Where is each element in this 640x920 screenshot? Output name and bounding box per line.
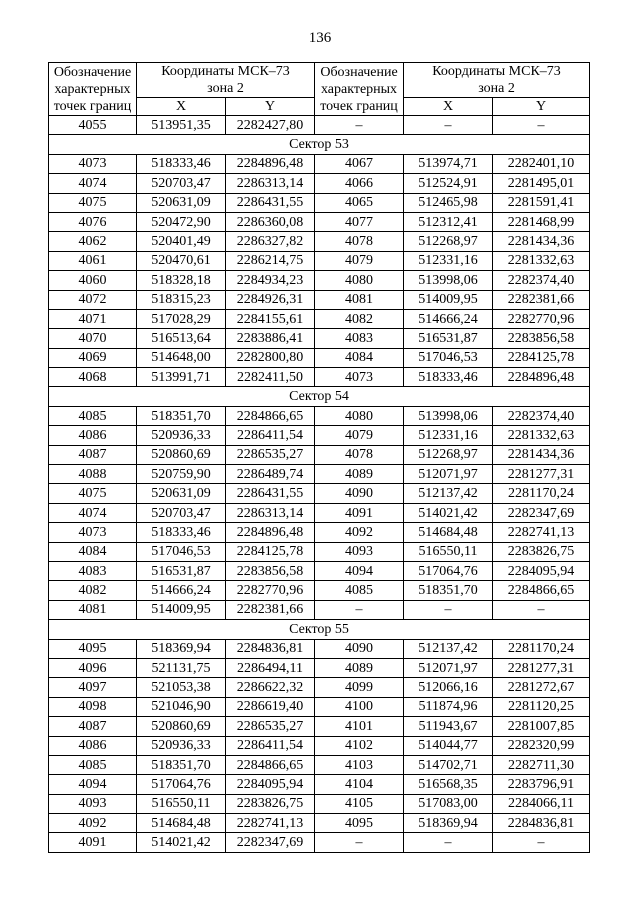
- cell-y-left: 2282800,80: [226, 348, 315, 367]
- designation-header-left: Обозначение характерных точек границ: [49, 63, 137, 116]
- cell-x-right: –: [404, 833, 493, 852]
- cell-point-left: 4082: [49, 581, 137, 600]
- cell-y-right: 2283796,91: [493, 775, 590, 794]
- cell-point-right: 4094: [315, 561, 404, 580]
- table-row: [49, 174, 590, 193]
- cell-x-right: 516550,11: [404, 542, 493, 561]
- cell-x-left: 518315,23: [137, 290, 226, 309]
- cell-y-left: 2284155,61: [226, 309, 315, 328]
- cell-x-right: 512331,16: [404, 426, 493, 445]
- cell-y-right: 2281277,31: [493, 658, 590, 677]
- x-header-left: X: [137, 98, 226, 116]
- page-number: 136: [308, 30, 332, 46]
- cell-x-right: 512066,16: [404, 678, 493, 697]
- cell-y-right: 2281120,25: [493, 697, 590, 716]
- cell-y-left: 2284125,78: [226, 542, 315, 561]
- table-row: [49, 814, 590, 833]
- cell-x-left: 518333,46: [137, 154, 226, 173]
- cell-y-left: 2284866,65: [226, 755, 315, 774]
- cell-y-left: 2284896,48: [226, 154, 315, 173]
- cell-x-right: 512071,97: [404, 658, 493, 677]
- cell-y-right: 2283826,75: [493, 542, 590, 561]
- sector-title: Сектор 54: [49, 387, 590, 406]
- cell-x-right: –: [404, 116, 493, 135]
- cell-point-right: 4065: [315, 193, 404, 212]
- cell-point-right: 4102: [315, 736, 404, 755]
- table-row: [49, 717, 590, 736]
- table-row: [49, 406, 590, 425]
- cell-x-left: 517046,53: [137, 542, 226, 561]
- cell-x-left: 518328,18: [137, 271, 226, 290]
- cell-point-right: 4079: [315, 251, 404, 270]
- cell-y-left: 2282381,66: [226, 600, 315, 619]
- cell-point-right: 4073: [315, 368, 404, 387]
- cell-point-right: –: [315, 600, 404, 619]
- cell-y-right: 2284836,81: [493, 814, 590, 833]
- cell-x-right: 517046,53: [404, 348, 493, 367]
- table-row: [49, 736, 590, 755]
- cell-x-left: 520631,09: [137, 193, 226, 212]
- cell-y-right: 2282401,10: [493, 154, 590, 173]
- cell-point-right: 4093: [315, 542, 404, 561]
- cell-y-left: 2286431,55: [226, 193, 315, 212]
- cell-point-right: 4079: [315, 426, 404, 445]
- cell-point-left: 4076: [49, 212, 137, 231]
- cell-x-right: 512137,42: [404, 484, 493, 503]
- table-row: [49, 154, 590, 173]
- y-header-left: Y: [226, 98, 315, 116]
- cell-point-right: 4080: [315, 271, 404, 290]
- cell-x-right: 512331,16: [404, 251, 493, 270]
- cell-y-left: 2284926,31: [226, 290, 315, 309]
- cell-point-left: 4084: [49, 542, 137, 561]
- cell-x-left: 518369,94: [137, 639, 226, 658]
- cell-point-right: 4083: [315, 329, 404, 348]
- cell-point-left: 4060: [49, 271, 137, 290]
- table-row: [49, 251, 590, 270]
- cell-y-left: 2286619,40: [226, 697, 315, 716]
- cell-point-right: 4105: [315, 794, 404, 813]
- cell-x-left: 518333,46: [137, 523, 226, 542]
- cell-point-right: 4077: [315, 212, 404, 231]
- cell-x-left: 518351,70: [137, 406, 226, 425]
- table-row: [49, 639, 590, 658]
- cell-x-left: 516531,87: [137, 561, 226, 580]
- cell-y-right: 2284866,65: [493, 581, 590, 600]
- cell-x-right: 517083,00: [404, 794, 493, 813]
- cell-y-left: 2286360,08: [226, 212, 315, 231]
- cell-point-right: 4067: [315, 154, 404, 173]
- cell-point-right: 4078: [315, 232, 404, 251]
- cell-x-left: 514648,00: [137, 348, 226, 367]
- cell-y-left: 2284896,48: [226, 523, 315, 542]
- cell-x-right: –: [404, 600, 493, 619]
- cell-point-left: 4074: [49, 503, 137, 522]
- coords-header-left: Координаты МСК–73 зона 2: [137, 63, 315, 98]
- coordinates-table: [48, 62, 590, 853]
- table-row: [49, 794, 590, 813]
- cell-point-left: 4081: [49, 600, 137, 619]
- table-row: [49, 465, 590, 484]
- table-row: [49, 658, 590, 677]
- cell-x-right: 511874,96: [404, 697, 493, 716]
- designation-header-right: Обозначение характерных точек границ: [315, 63, 404, 116]
- cell-point-left: 4086: [49, 426, 137, 445]
- cell-x-left: 514009,95: [137, 600, 226, 619]
- cell-x-right: 514684,48: [404, 523, 493, 542]
- cell-y-right: 2282711,30: [493, 755, 590, 774]
- cell-x-left: 516513,64: [137, 329, 226, 348]
- cell-y-right: 2281495,01: [493, 174, 590, 193]
- cell-y-left: 2286313,14: [226, 503, 315, 522]
- cell-x-right: 512071,97: [404, 465, 493, 484]
- cell-x-right: 518333,46: [404, 368, 493, 387]
- cell-point-left: 4073: [49, 523, 137, 542]
- cell-x-left: 513991,71: [137, 368, 226, 387]
- cell-y-right: 2284896,48: [493, 368, 590, 387]
- cell-x-left: 520631,09: [137, 484, 226, 503]
- cell-x-right: 518351,70: [404, 581, 493, 600]
- table-row: [49, 581, 590, 600]
- table-body: [49, 116, 590, 853]
- cell-y-right: –: [493, 833, 590, 852]
- cell-x-right: 512268,97: [404, 445, 493, 464]
- table-row: [49, 309, 590, 328]
- coords-header-right: Координаты МСК–73 зона 2: [404, 63, 590, 98]
- cell-point-right: 4081: [315, 290, 404, 309]
- table-row: [49, 271, 590, 290]
- table-row: [49, 833, 590, 852]
- cell-point-left: 4088: [49, 465, 137, 484]
- table-row: [49, 775, 590, 794]
- cell-point-left: 4071: [49, 309, 137, 328]
- table-row: [49, 755, 590, 774]
- cell-point-left: 4085: [49, 406, 137, 425]
- cell-x-right: 514009,95: [404, 290, 493, 309]
- cell-x-left: 520860,69: [137, 717, 226, 736]
- cell-point-left: 4094: [49, 775, 137, 794]
- cell-y-right: 2282347,69: [493, 503, 590, 522]
- cell-y-left: 2284836,81: [226, 639, 315, 658]
- cell-y-left: 2286535,27: [226, 717, 315, 736]
- cell-y-right: 2282374,40: [493, 271, 590, 290]
- cell-x-right: 512465,98: [404, 193, 493, 212]
- cell-x-right: 514666,24: [404, 309, 493, 328]
- cell-y-right: 2282320,99: [493, 736, 590, 755]
- table-row: [49, 232, 590, 251]
- cell-point-right: 4078: [315, 445, 404, 464]
- cell-y-left: 2286489,74: [226, 465, 315, 484]
- cell-x-left: 514666,24: [137, 581, 226, 600]
- cell-point-left: 4083: [49, 561, 137, 580]
- cell-point-left: 4075: [49, 484, 137, 503]
- cell-point-right: –: [315, 833, 404, 852]
- cell-point-left: 4093: [49, 794, 137, 813]
- cell-point-left: 4068: [49, 368, 137, 387]
- table-row: [49, 697, 590, 716]
- table-row: [49, 116, 590, 135]
- cell-x-right: 516531,87: [404, 329, 493, 348]
- cell-y-right: 2282770,96: [493, 309, 590, 328]
- cell-x-left: 514021,42: [137, 833, 226, 852]
- cell-point-right: 4089: [315, 465, 404, 484]
- cell-y-right: 2281468,99: [493, 212, 590, 231]
- table-row: [49, 561, 590, 580]
- cell-y-right: 2281591,41: [493, 193, 590, 212]
- cell-y-left: 2282347,69: [226, 833, 315, 852]
- cell-x-left: 520703,47: [137, 174, 226, 193]
- cell-point-left: 4070: [49, 329, 137, 348]
- cell-point-left: 4055: [49, 116, 137, 135]
- cell-x-left: 520470,61: [137, 251, 226, 270]
- cell-y-right: 2281332,63: [493, 426, 590, 445]
- cell-point-right: 4089: [315, 658, 404, 677]
- cell-point-right: 4090: [315, 639, 404, 658]
- cell-y-left: 2284934,23: [226, 271, 315, 290]
- cell-x-right: 514044,77: [404, 736, 493, 755]
- cell-point-right: 4091: [315, 503, 404, 522]
- cell-x-left: 520860,69: [137, 445, 226, 464]
- cell-x-left: 516550,11: [137, 794, 226, 813]
- cell-point-right: 4080: [315, 406, 404, 425]
- cell-x-left: 513951,35: [137, 116, 226, 135]
- cell-point-right: 4066: [315, 174, 404, 193]
- cell-point-right: 4082: [315, 309, 404, 328]
- table-row: [49, 600, 590, 619]
- cell-y-right: 2281277,31: [493, 465, 590, 484]
- cell-point-left: 4098: [49, 697, 137, 716]
- cell-y-right: 2281007,85: [493, 717, 590, 736]
- cell-point-left: 4062: [49, 232, 137, 251]
- cell-y-left: 2286313,14: [226, 174, 315, 193]
- cell-x-right: 514021,42: [404, 503, 493, 522]
- cell-y-right: 2281332,63: [493, 251, 590, 270]
- cell-point-left: 4085: [49, 755, 137, 774]
- cell-point-left: 4095: [49, 639, 137, 658]
- table-row: [49, 290, 590, 309]
- table-row: [49, 212, 590, 231]
- cell-x-right: 511943,67: [404, 717, 493, 736]
- cell-y-left: 2286431,55: [226, 484, 315, 503]
- cell-x-right: 513974,71: [404, 154, 493, 173]
- table-row: [49, 484, 590, 503]
- cell-y-right: 2282381,66: [493, 290, 590, 309]
- cell-x-right: 512524,91: [404, 174, 493, 193]
- cell-y-left: 2284095,94: [226, 775, 315, 794]
- cell-x-right: 518369,94: [404, 814, 493, 833]
- cell-point-right: 4084: [315, 348, 404, 367]
- cell-x-left: 520703,47: [137, 503, 226, 522]
- cell-x-left: 521046,90: [137, 697, 226, 716]
- cell-x-left: 520936,33: [137, 426, 226, 445]
- cell-x-left: 518351,70: [137, 755, 226, 774]
- cell-x-left: 520936,33: [137, 736, 226, 755]
- table-row: [49, 542, 590, 561]
- table-row: [49, 329, 590, 348]
- cell-point-right: –: [315, 116, 404, 135]
- table-row: [49, 503, 590, 522]
- cell-x-left: 514684,48: [137, 814, 226, 833]
- cell-x-right: 513998,06: [404, 406, 493, 425]
- cell-point-right: 4103: [315, 755, 404, 774]
- cell-point-left: 4087: [49, 445, 137, 464]
- x-header-right: X: [404, 98, 493, 116]
- cell-x-left: 520401,49: [137, 232, 226, 251]
- cell-y-left: 2282427,80: [226, 116, 315, 135]
- cell-y-right: 2281434,36: [493, 445, 590, 464]
- cell-point-left: 4073: [49, 154, 137, 173]
- table-row: [49, 445, 590, 464]
- cell-x-right: 513998,06: [404, 271, 493, 290]
- cell-y-right: 2281170,24: [493, 484, 590, 503]
- cell-y-left: 2286411,54: [226, 426, 315, 445]
- cell-point-left: 4091: [49, 833, 137, 852]
- cell-point-left: 4075: [49, 193, 137, 212]
- cell-x-left: 520472,90: [137, 212, 226, 231]
- cell-y-left: 2283856,58: [226, 561, 315, 580]
- table-row: [49, 523, 590, 542]
- cell-y-left: 2284866,65: [226, 406, 315, 425]
- cell-y-left: 2286214,75: [226, 251, 315, 270]
- cell-y-right: –: [493, 600, 590, 619]
- cell-y-left: 2286411,54: [226, 736, 315, 755]
- y-header-right: Y: [493, 98, 590, 116]
- cell-point-right: 4100: [315, 697, 404, 716]
- cell-y-left: 2283886,41: [226, 329, 315, 348]
- cell-y-left: 2286494,11: [226, 658, 315, 677]
- cell-y-left: 2286535,27: [226, 445, 315, 464]
- sector-title: Сектор 53: [49, 135, 590, 154]
- table-row: [49, 368, 590, 387]
- cell-point-left: 4072: [49, 290, 137, 309]
- cell-point-left: 4069: [49, 348, 137, 367]
- cell-y-left: 2286327,82: [226, 232, 315, 251]
- cell-point-left: 4092: [49, 814, 137, 833]
- sector-row: [49, 387, 590, 406]
- cell-y-right: 2283856,58: [493, 329, 590, 348]
- sector-row: [49, 620, 590, 639]
- cell-y-right: 2282374,40: [493, 406, 590, 425]
- cell-x-left: 517064,76: [137, 775, 226, 794]
- cell-x-right: 512137,42: [404, 639, 493, 658]
- cell-y-left: 2286622,32: [226, 678, 315, 697]
- cell-y-right: 2281434,36: [493, 232, 590, 251]
- cell-y-right: 2284095,94: [493, 561, 590, 580]
- cell-x-left: 520759,90: [137, 465, 226, 484]
- cell-y-right: 2281170,24: [493, 639, 590, 658]
- cell-x-right: 512312,41: [404, 212, 493, 231]
- cell-x-left: 521131,75: [137, 658, 226, 677]
- table-row: [49, 348, 590, 367]
- cell-point-left: 4074: [49, 174, 137, 193]
- cell-y-right: 2282741,13: [493, 523, 590, 542]
- cell-x-right: 517064,76: [404, 561, 493, 580]
- cell-y-right: 2284066,11: [493, 794, 590, 813]
- cell-point-right: 4104: [315, 775, 404, 794]
- table-row: [49, 678, 590, 697]
- cell-y-right: 2284125,78: [493, 348, 590, 367]
- sector-row: [49, 135, 590, 154]
- table-row: [49, 193, 590, 212]
- cell-y-left: 2282741,13: [226, 814, 315, 833]
- cell-point-left: 4086: [49, 736, 137, 755]
- cell-y-left: 2282411,50: [226, 368, 315, 387]
- table-row: [49, 426, 590, 445]
- cell-point-right: 4099: [315, 678, 404, 697]
- table-header: [49, 63, 590, 116]
- cell-x-left: 517028,29: [137, 309, 226, 328]
- cell-x-left: 521053,38: [137, 678, 226, 697]
- cell-point-left: 4096: [49, 658, 137, 677]
- sector-title: Сектор 55: [49, 620, 590, 639]
- cell-x-right: 516568,35: [404, 775, 493, 794]
- cell-x-right: 512268,97: [404, 232, 493, 251]
- cell-point-right: 4092: [315, 523, 404, 542]
- cell-point-right: 4095: [315, 814, 404, 833]
- cell-y-left: 2283826,75: [226, 794, 315, 813]
- cell-point-left: 4097: [49, 678, 137, 697]
- cell-point-right: 4085: [315, 581, 404, 600]
- cell-point-right: 4101: [315, 717, 404, 736]
- cell-point-left: 4061: [49, 251, 137, 270]
- cell-point-left: 4087: [49, 717, 137, 736]
- cell-y-right: –: [493, 116, 590, 135]
- cell-x-right: 514702,71: [404, 755, 493, 774]
- cell-y-right: 2281272,67: [493, 678, 590, 697]
- cell-point-right: 4090: [315, 484, 404, 503]
- cell-y-left: 2282770,96: [226, 581, 315, 600]
